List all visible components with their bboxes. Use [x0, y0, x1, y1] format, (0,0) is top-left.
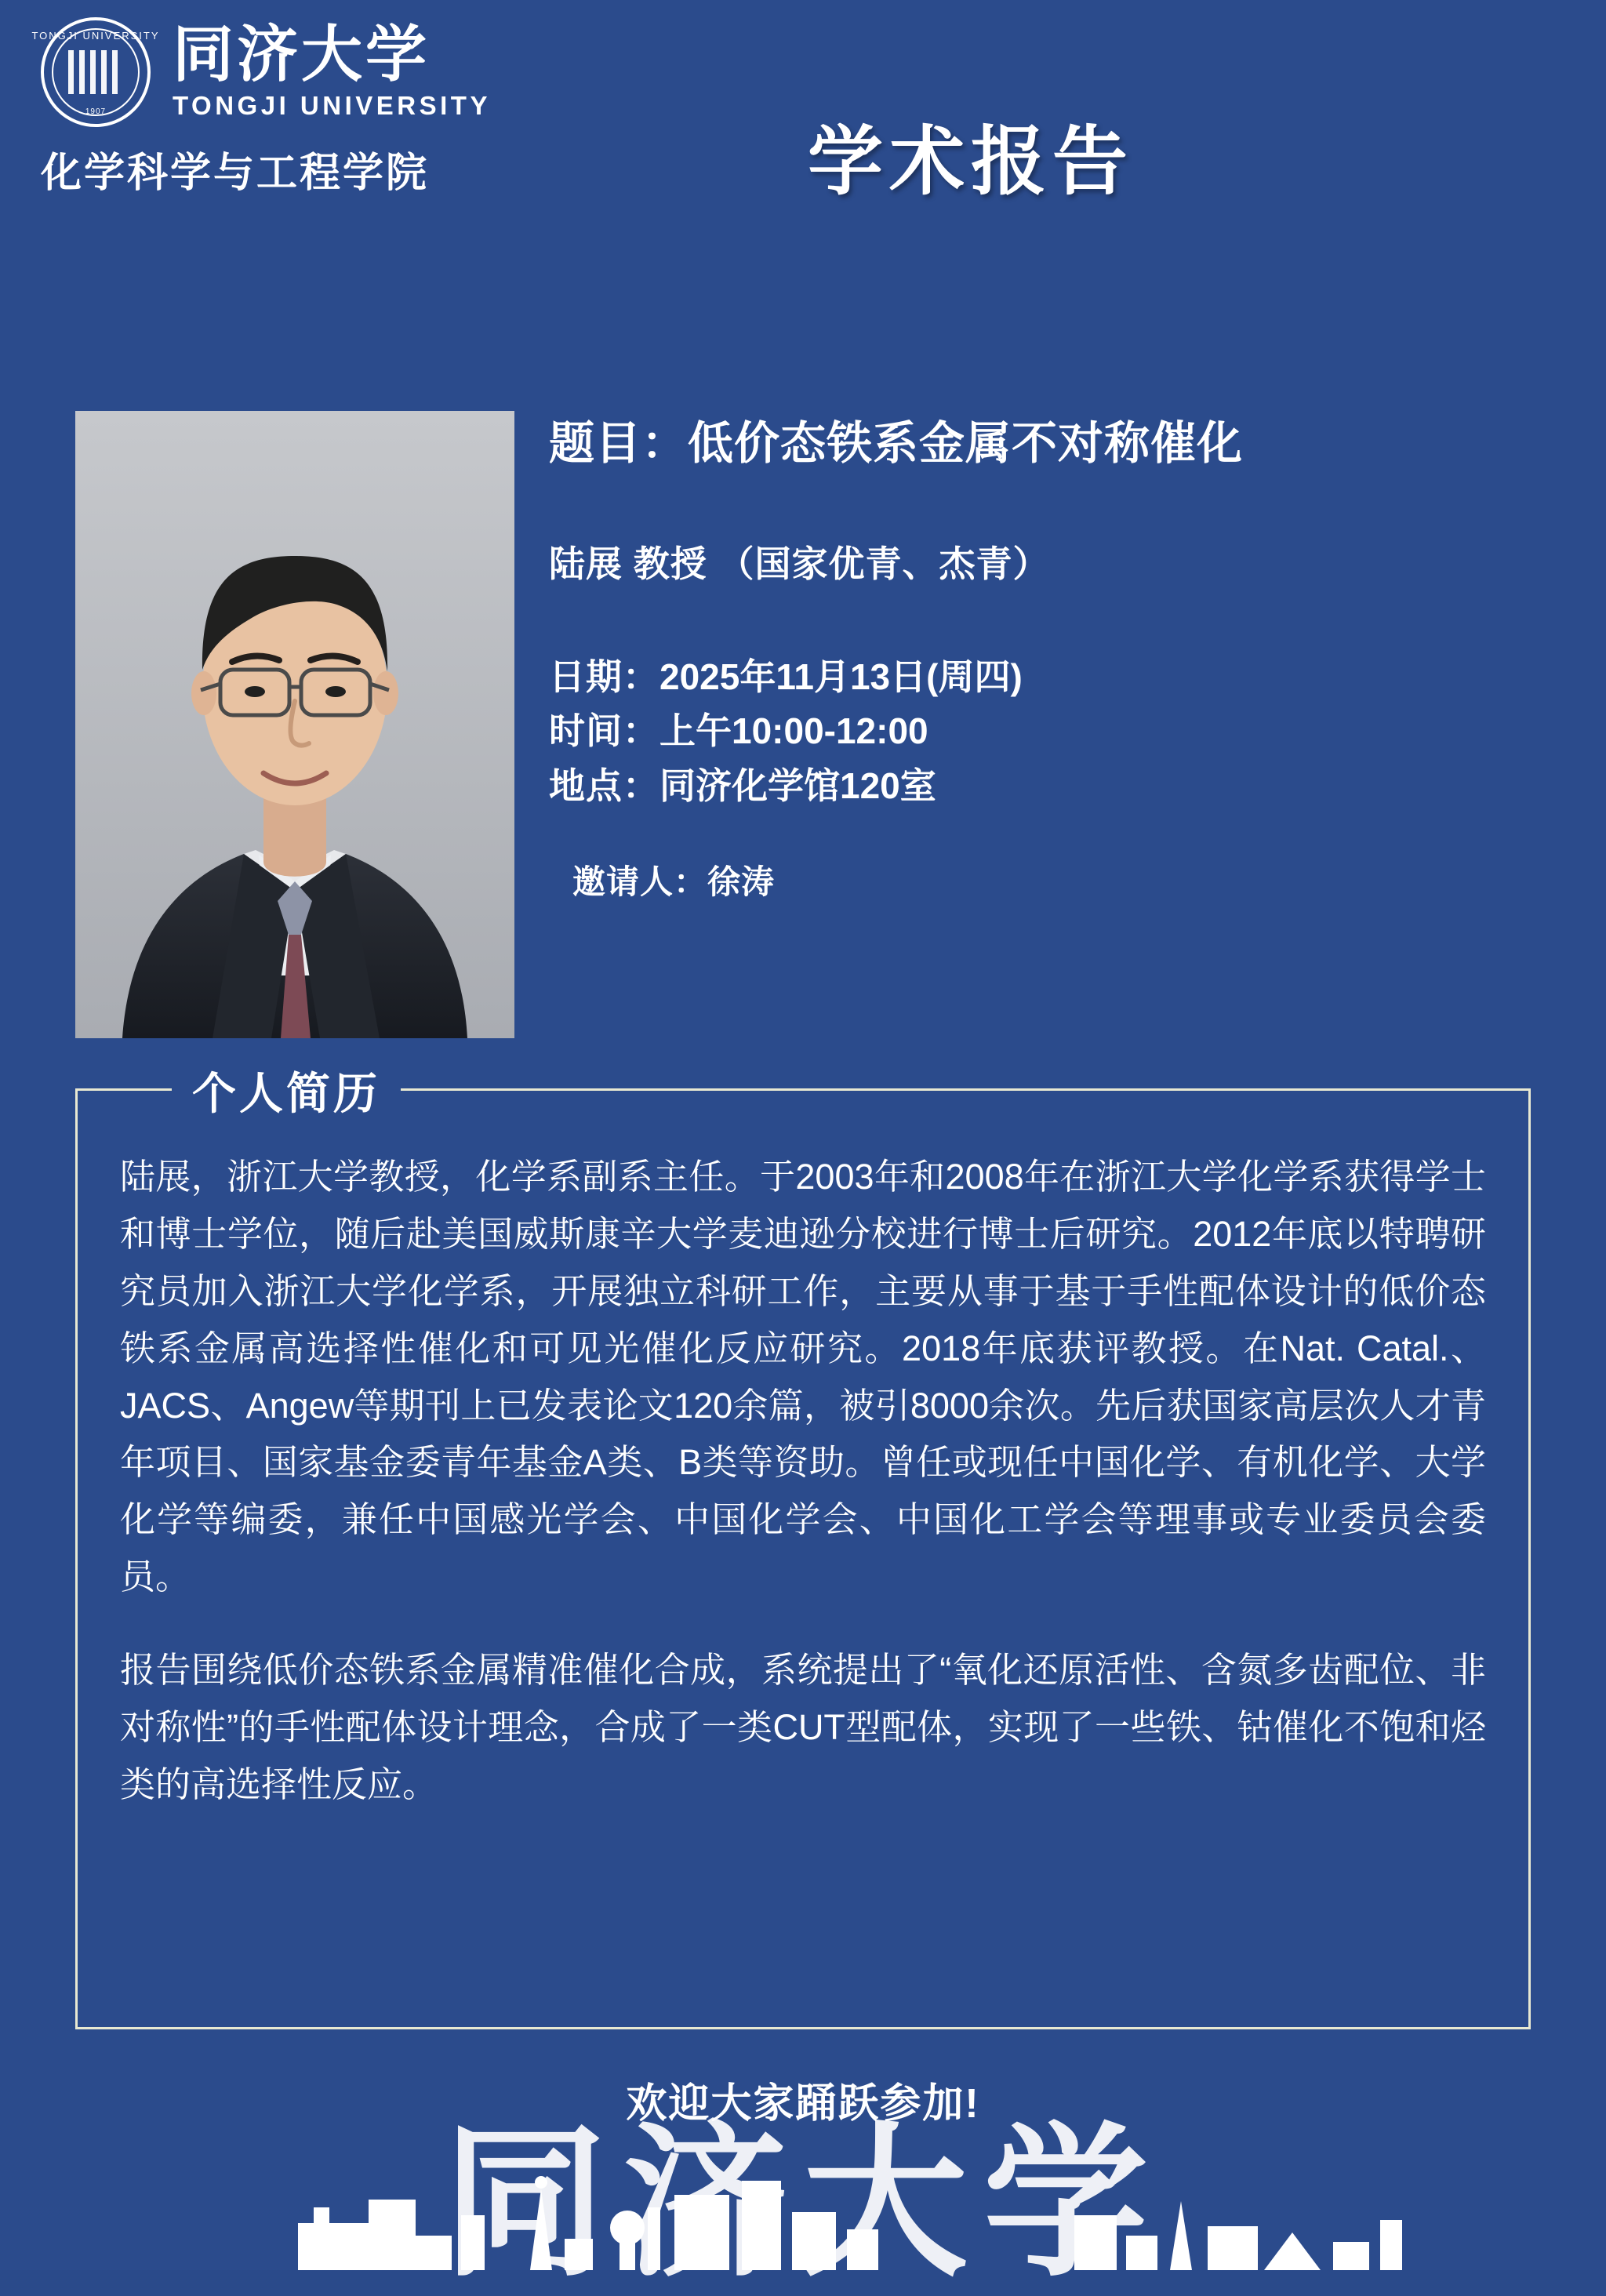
- time-label: 时间：: [549, 710, 659, 752]
- seal-top-label: TONGJI UNIVERSITY: [31, 30, 160, 42]
- inviter: 邀请人：徐涛: [572, 863, 776, 901]
- biography-paragraph: 报告围绕低价态铁系金属精准催化合成，系统提出了“氧化还原活性、含氮多齿配位、非对称性”的手性配体设计理念，合成了一类CUT型配体，实现了一些铁、钴催化不饱和烃类的高选择性反应。: [120, 1650, 1486, 1804]
- logo-row: [31, 17, 491, 127]
- talk-time-row: [549, 704, 1553, 759]
- talk-title: 题目：低价态铁系金属不对称催化: [549, 418, 1244, 469]
- seal-emblem-icon: [68, 50, 123, 94]
- biography-box: [75, 1070, 1531, 2029]
- talk-date-row: [549, 650, 1553, 705]
- place-label: 地点：: [549, 765, 659, 807]
- welcome-note: 欢迎大家踊跃参加!: [626, 2081, 980, 2127]
- university-branding: [31, 17, 491, 198]
- speaker-name: 陆展 教授 （国家优青、杰青）: [549, 543, 1050, 584]
- date-value: 2025年11月13日(周四): [659, 656, 1023, 697]
- college-name: 化学科学与工程学院: [41, 151, 430, 196]
- date-label: 日期：: [549, 656, 659, 697]
- biography-legend: 个人简历: [172, 1059, 401, 1122]
- talk-info: [549, 416, 1553, 903]
- seal-bottom-label: 1907: [85, 107, 107, 116]
- speaker-portrait: [75, 411, 514, 1038]
- tongji-seal-icon: [31, 17, 160, 127]
- biography-paragraph: 陆展，浙江大学教授，化学系副系主任。于2003年和2008年在浙江大学化学系获得学士和博士学位，随后赴美国威斯康辛大学麦迪逊分校进行博士后研究。2012年底以特聘研究员加入浙江大学化学系，开展独立科研工作，主要从事于基于手性配体设计的低价态铁系金属高选择性催化和可见光催化反应研究。2018年底获评教授。在Nat. Catal.、JACS、Angew等期刊上已发表论文120余篇，被引8000余次。先后获国家高层次人才青年项目、国家基金委青年基金A类、B类等资助。曾任或现任中国化学、有机化学、大学化学等编委，兼任中国感光学会、中国化学会、中国化工学会等理事或专业委员会委员。: [120, 1157, 1486, 1597]
- biography-body: [78, 1091, 1528, 1814]
- university-name-en: TONGJI UNIVERSITY: [173, 90, 491, 120]
- university-name-cn: 同济大学: [173, 20, 431, 89]
- poster-header: [0, 0, 1606, 259]
- talk-place-row: [549, 759, 1553, 814]
- university-names: [173, 20, 491, 121]
- watermark-text: 同济大学: [441, 2114, 1164, 2296]
- place-value: 同济化学馆120室: [659, 765, 936, 807]
- talk-meta: [549, 650, 1553, 815]
- page-title: 学术报告: [808, 120, 1134, 204]
- time-value: 上午10:00-12:00: [659, 710, 928, 752]
